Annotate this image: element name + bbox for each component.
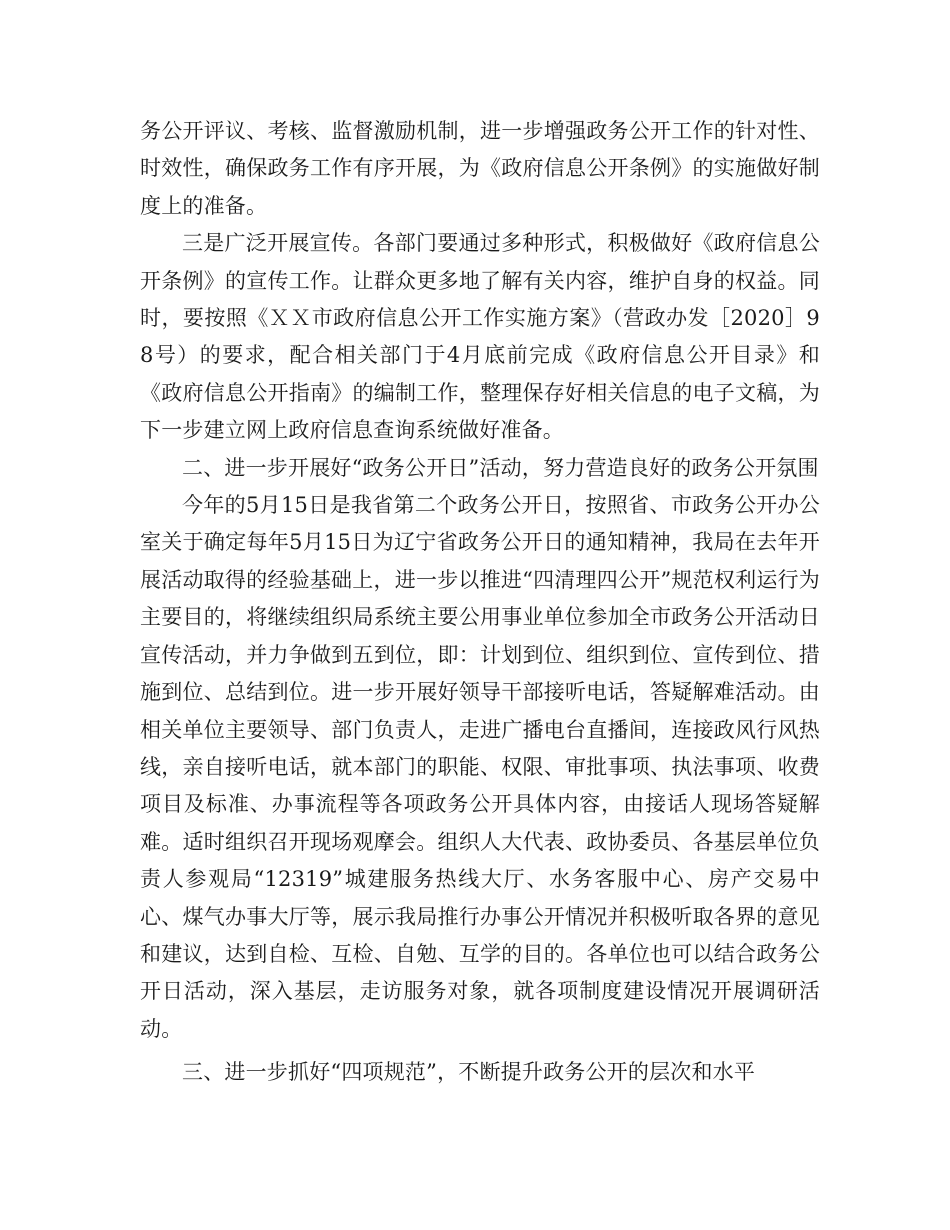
paragraph-continuation: 务公开评议、考核、监督激励机制，进一步增强政务公开工作的针对性、时效性，确保政务工作有序开展，为《政府信息公开条例》的实施做好制度上的准备。 [140,119,820,218]
document-body [140,113,820,1092]
section-heading-2: 二、进一步开展好“政务公开日”活动，努力营造良好的政务公开氛围 [182,455,819,480]
section-heading-3: 三、进一步抓好“四项规范”，不断提升政务公开的层次和水平 [182,1060,756,1085]
paragraph-open-day: 今年的5月15日是我省第二个政务公开日，按照省、市政务公开办公室关于确定每年5月15日为辽宁省政务公开日的通知精神，我局在去年开展活动取得的经验基础上，进一步以推进“四清理四公开”规范权利运行为主要目的，将继续组织局系统主要公用事业单位参加全市政务公开活动日宣传活动，并力争做到五到位，即：计划到位、组织到位、宣传到位、措施到位、总结到位。进一步开展好领导干部接听电话，答疑解难活动。由相关单位主要领导、部门负责人，走进广播电台直播间，连接政风行风热线，亲自接听电话，就本部门的职能、权限、审批事项、执法事项、收费项目及标准、办事流程等各项政务公开具体内容，由接话人现场答疑解难。适时组织召开现场观摩会。组织人大代表、政协委员、各基层单位负责人参观局“12319”城建服务热线大厅、水务客服中心、房产交易中心、煤气办事大厅等，展示我局推行办事公开情况并积极听取各界的意见和建议，达到自检、互检、自勉、互学的目的。各单位也可以结合政务公开日活动，深入基层，走访服务对象，就各项制度建设情况开展调研活动。 [140,493,820,1041]
paragraph-publicity: 三是广泛开展宣传。各部门要通过多种形式，积极做好《政府信息公开条例》的宣传工作。让群众更多地了解有关内容，维护自身的权益。同时，要按照《ＸＸ市政府信息公开工作实施方案》（营政办发［2020］98号）的要求，配合相关部门于4月底前完成《政府信息公开目录》和《政府信息公开指南》的编制工作，整理保存好相关信息的电子文稿，为下一步建立网上政府信息查询系统做好准备。 [140,231,820,443]
